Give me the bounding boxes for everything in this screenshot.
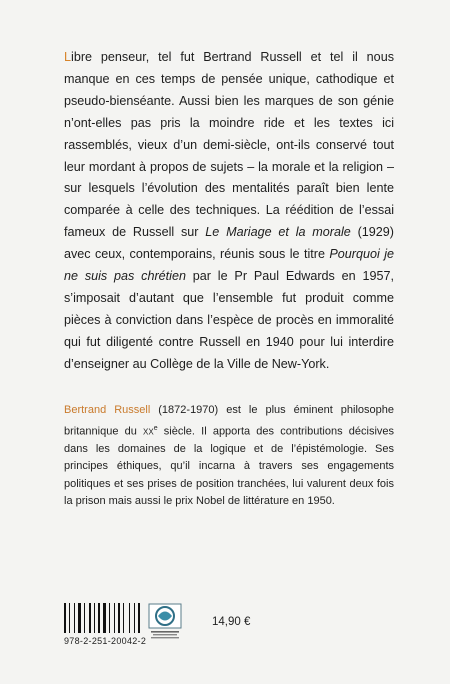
barcode-bar: [134, 603, 135, 633]
barcode-bar: [76, 603, 77, 633]
barcode-bar: [71, 603, 73, 633]
barcode-bar: [103, 603, 106, 633]
author-name: Bertrand Russell: [64, 404, 151, 416]
barcode-bar: [84, 603, 85, 633]
barcode-bar: [123, 603, 124, 633]
barcode-bar: [107, 603, 108, 633]
bio-text-1: (1872-1970) est le plus éminent philosophe britannique du: [64, 404, 394, 438]
barcode-bar: [64, 603, 66, 633]
barcode-bar: [94, 603, 95, 633]
book-title-mariage: Le Mariage et la morale: [205, 225, 351, 240]
barcode-bar: [129, 603, 130, 633]
barcode-icon: [64, 603, 144, 633]
blurb-text-2: (1929) avec ceux, contemporains, réunis sous le titre: [64, 225, 394, 262]
barcode-bar: [69, 603, 70, 633]
barcode-bar: [67, 603, 68, 633]
barcode-bar: [101, 603, 102, 633]
barcode-bar: [136, 603, 137, 633]
barcode-bar: [121, 603, 122, 633]
barcode-bar: [78, 603, 81, 633]
barcode-bar: [109, 603, 110, 633]
barcode-bar: [86, 603, 88, 633]
price: 14,90 €: [212, 616, 251, 628]
barcode-bar: [118, 603, 120, 633]
century-sup: e: [153, 424, 158, 432]
cover-blurb: [64, 47, 394, 376]
blurb-text-3: par le Pr Paul Edwards en 1957, s’imposait d’autant que l’ensemble fut produit comme pièces à conviction dans l’espèce de procès en immoralité qui fut diligenté contre Russell en 1940 pour lui interdire d’enseigner au Collège de la Ville de New-York.: [64, 269, 394, 371]
drop-initial: L: [64, 50, 72, 64]
blurb-text-1: ibre penseur, tel fut Bertrand Russell et tel il nous manque en ces temps de pensée unique, cathodique et pseudo-bienséante. Aussi bien les marques de son génie n’ont-elles pas pris la moindre ride et les textes ici rassemblés, vieux d’un demi-siècle, ont-ils conservé tout leur mordant à propos de sujets – la morale et la religion – sur lesquels l’évolution des mentalités paraît bien lente comparée à celle des techniques. La réédition de l’essai fameux de Russell sur: [64, 50, 394, 240]
barcode-bar: [82, 603, 83, 633]
barcode-bar: [96, 603, 97, 633]
barcode-bar: [131, 603, 133, 633]
bio-text-2: siècle. Il apporta des contributions décisives dans les domaines de la logique et de l’épistémologie. Ses principes éthiques, qu’il incarna à travers ses engagements politiques et ses prises de position tranchées, lui valurent deux fois la prison mais aussi le prix Nobel de littérature en 1950.: [64, 425, 395, 508]
barcode-bar: [89, 603, 91, 633]
barcode-bar: [92, 603, 93, 633]
barcode-bar: [125, 603, 128, 633]
barcode-bar: [98, 603, 100, 633]
author-bio: [64, 402, 394, 511]
barcode-bar: [74, 603, 75, 633]
barcode-bar: [111, 603, 113, 633]
barcode-bar: [116, 603, 117, 633]
book-title-pourquoi: Pourquoi je ne suis pas chrétien: [64, 247, 394, 284]
publisher-logo-icon: [148, 603, 182, 643]
barcode-bar: [141, 603, 142, 633]
century-numeral: XX: [143, 427, 154, 437]
barcode-bar: [114, 603, 115, 633]
barcode-bar: [138, 603, 140, 633]
isbn-number: 978-2-251-20042-2: [64, 636, 147, 646]
